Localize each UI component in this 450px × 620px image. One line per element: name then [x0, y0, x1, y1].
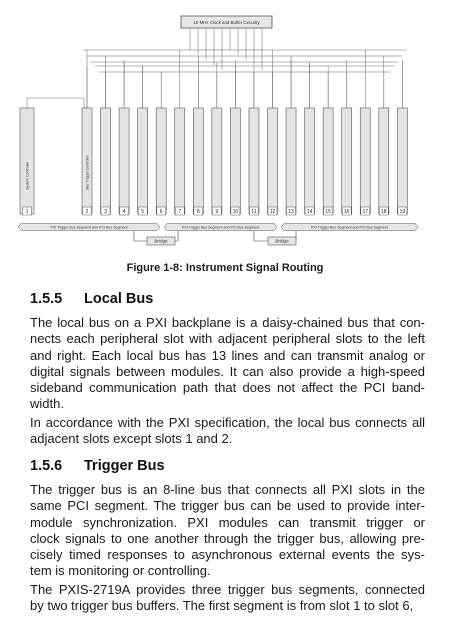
- slot-14: [305, 108, 315, 215]
- slot-10: [230, 108, 240, 215]
- slot-number: 4: [122, 209, 126, 216]
- bridge-label: Bridge: [154, 238, 168, 244]
- slot-11: [249, 108, 259, 215]
- slot-19: [397, 108, 407, 215]
- slot-17: [360, 108, 370, 215]
- segment-bar-1: [18, 224, 160, 231]
- bridge-label: Bridge: [275, 238, 289, 244]
- slot-7: [175, 108, 185, 215]
- text-line: The local bus on a PXI backplane is a daisy-chained bus that con-: [30, 315, 425, 330]
- slot-body: [323, 108, 333, 214]
- bridge-2: [254, 231, 296, 245]
- segment-label: PXI Trigger Bus Segment and PCI Bus Segment: [310, 225, 389, 230]
- text-line: width.: [30, 396, 64, 412]
- text-line: module synchronization. PXI modules can transmit trigger or: [30, 514, 425, 530]
- slot-number: 5: [141, 209, 145, 216]
- text-line: same PCI segment. The trigger bus can be used to provide inter-: [30, 498, 425, 514]
- system-controller-label: System Controller: [25, 161, 30, 190]
- slot-13: [286, 108, 296, 215]
- text-line: by two trigger bus buffers. The first segment is from slot 1 to slot 6,: [30, 598, 414, 614]
- slot-number: 16: [343, 209, 350, 216]
- slot-number: 17: [362, 209, 369, 216]
- slot-body: [138, 108, 148, 214]
- slot-number: 19: [399, 209, 406, 216]
- slot-8: [193, 108, 203, 215]
- slot-body: [230, 108, 240, 214]
- slot-body: [342, 108, 352, 214]
- slot-number: 2: [85, 209, 89, 216]
- text-line: nects each peripheral slot with adjacent peripheral slots to the left: [30, 331, 425, 347]
- text-line: and right. Each local bus has 13 lines and can transmit analog or: [30, 347, 425, 363]
- clock-distribution-lines: [27, 28, 406, 108]
- segment-label: PXI Trigger Bus Segment and PCI Bus Segment: [181, 225, 260, 230]
- clock-buffer-label: 10 MHz Clock and Buffer Circuitry: [193, 20, 260, 25]
- section-number: 1.5.6: [30, 458, 63, 474]
- slot-16: [342, 108, 352, 215]
- slot-body: [397, 108, 407, 214]
- section-heading-trigger-bus: [30, 458, 165, 474]
- text-line: clock signals to one another through the trigger bus, allowing pre-: [30, 530, 425, 546]
- slot-body: [379, 108, 389, 214]
- section-title: Trigger Bus: [84, 458, 165, 474]
- bridge-connector: [175, 231, 178, 241]
- slot-body: [20, 108, 34, 214]
- segment-bar-2: [164, 224, 277, 231]
- section-heading-local-bus: [30, 291, 153, 307]
- slot-number: 14: [306, 209, 313, 216]
- slot-body: [175, 108, 185, 214]
- local-bus-paragraph-1: [30, 315, 425, 413]
- slot-body: [156, 108, 166, 214]
- slot-body: [193, 108, 203, 214]
- trigger-bus-paragraph-1: [30, 482, 425, 580]
- slot-body: [360, 108, 370, 214]
- slot-number: 6: [159, 209, 163, 216]
- slot-number: 18: [381, 209, 387, 216]
- slot-4: [119, 108, 129, 215]
- slot-number: 13: [288, 209, 294, 216]
- text-line: sideband communication path that does not affect the PCI band-: [30, 380, 425, 396]
- text-line: digital signals between modules. It can also provide a high-speed: [30, 363, 425, 379]
- instrument-signal-routing-figure: [0, 0, 450, 262]
- slot-number: 10: [232, 209, 239, 216]
- clock-drop: [27, 98, 84, 108]
- slot-9: [212, 108, 222, 215]
- section-title: Local Bus: [84, 291, 154, 307]
- slot-5: [138, 108, 148, 215]
- figure-caption: Figure 1-8: Instrument Signal Routing: [126, 262, 324, 274]
- slot-number: 9: [215, 209, 219, 216]
- slot-number: 3: [104, 209, 107, 216]
- slot-body: [212, 108, 222, 214]
- section-number: 1.5.5: [30, 291, 63, 307]
- slot-6: [156, 108, 166, 215]
- slot-3: [101, 108, 111, 215]
- segment-label: PXI Trigger Bus Segment and PCI Bus Segment: [50, 225, 128, 230]
- text-line: cisely timed responses to asynchronous external events the sys-: [30, 547, 425, 563]
- slot-number: 11: [251, 209, 257, 216]
- text-line: tem is monitoring or controlling.: [30, 563, 211, 579]
- backplane-slots: [20, 108, 407, 215]
- slot-18: [379, 108, 389, 215]
- slot-number: 12: [269, 209, 276, 216]
- segment-bar-3: [281, 224, 418, 231]
- slot-15: [323, 108, 333, 215]
- bridge-1: [134, 231, 178, 245]
- slot-body: [119, 108, 129, 214]
- text-line: The PXIS-2719A provides three trigger bus segments, connected: [30, 582, 425, 597]
- local-bus-paragraph-2: [30, 415, 425, 448]
- slot-number: 15: [325, 209, 331, 216]
- text-line: In accordance with the PXI specification, the local bus connects all: [30, 415, 425, 430]
- slot-body: [249, 108, 259, 214]
- trigger-bus-segments: [18, 224, 418, 231]
- slot-body: [101, 108, 111, 214]
- slot-number: 1: [25, 209, 29, 216]
- slot-12: [268, 108, 278, 215]
- bridge-connector: [134, 231, 147, 241]
- pci-bridges: [134, 231, 296, 245]
- text-line: adjacent slots except slots 1 and 2.: [30, 431, 233, 447]
- slot-body: [286, 108, 296, 214]
- star-trigger-label: Star Trigger Controller: [85, 154, 90, 190]
- slot-number: 7: [178, 209, 182, 216]
- slot-body: [268, 108, 278, 214]
- bridge-connector: [254, 231, 268, 241]
- slot-body: [305, 108, 315, 214]
- text-line: The trigger bus is an 8-line bus that connects all PXI slots in the: [30, 482, 425, 497]
- slot-number: 8: [196, 209, 200, 216]
- trigger-bus-paragraph-2: [30, 582, 425, 615]
